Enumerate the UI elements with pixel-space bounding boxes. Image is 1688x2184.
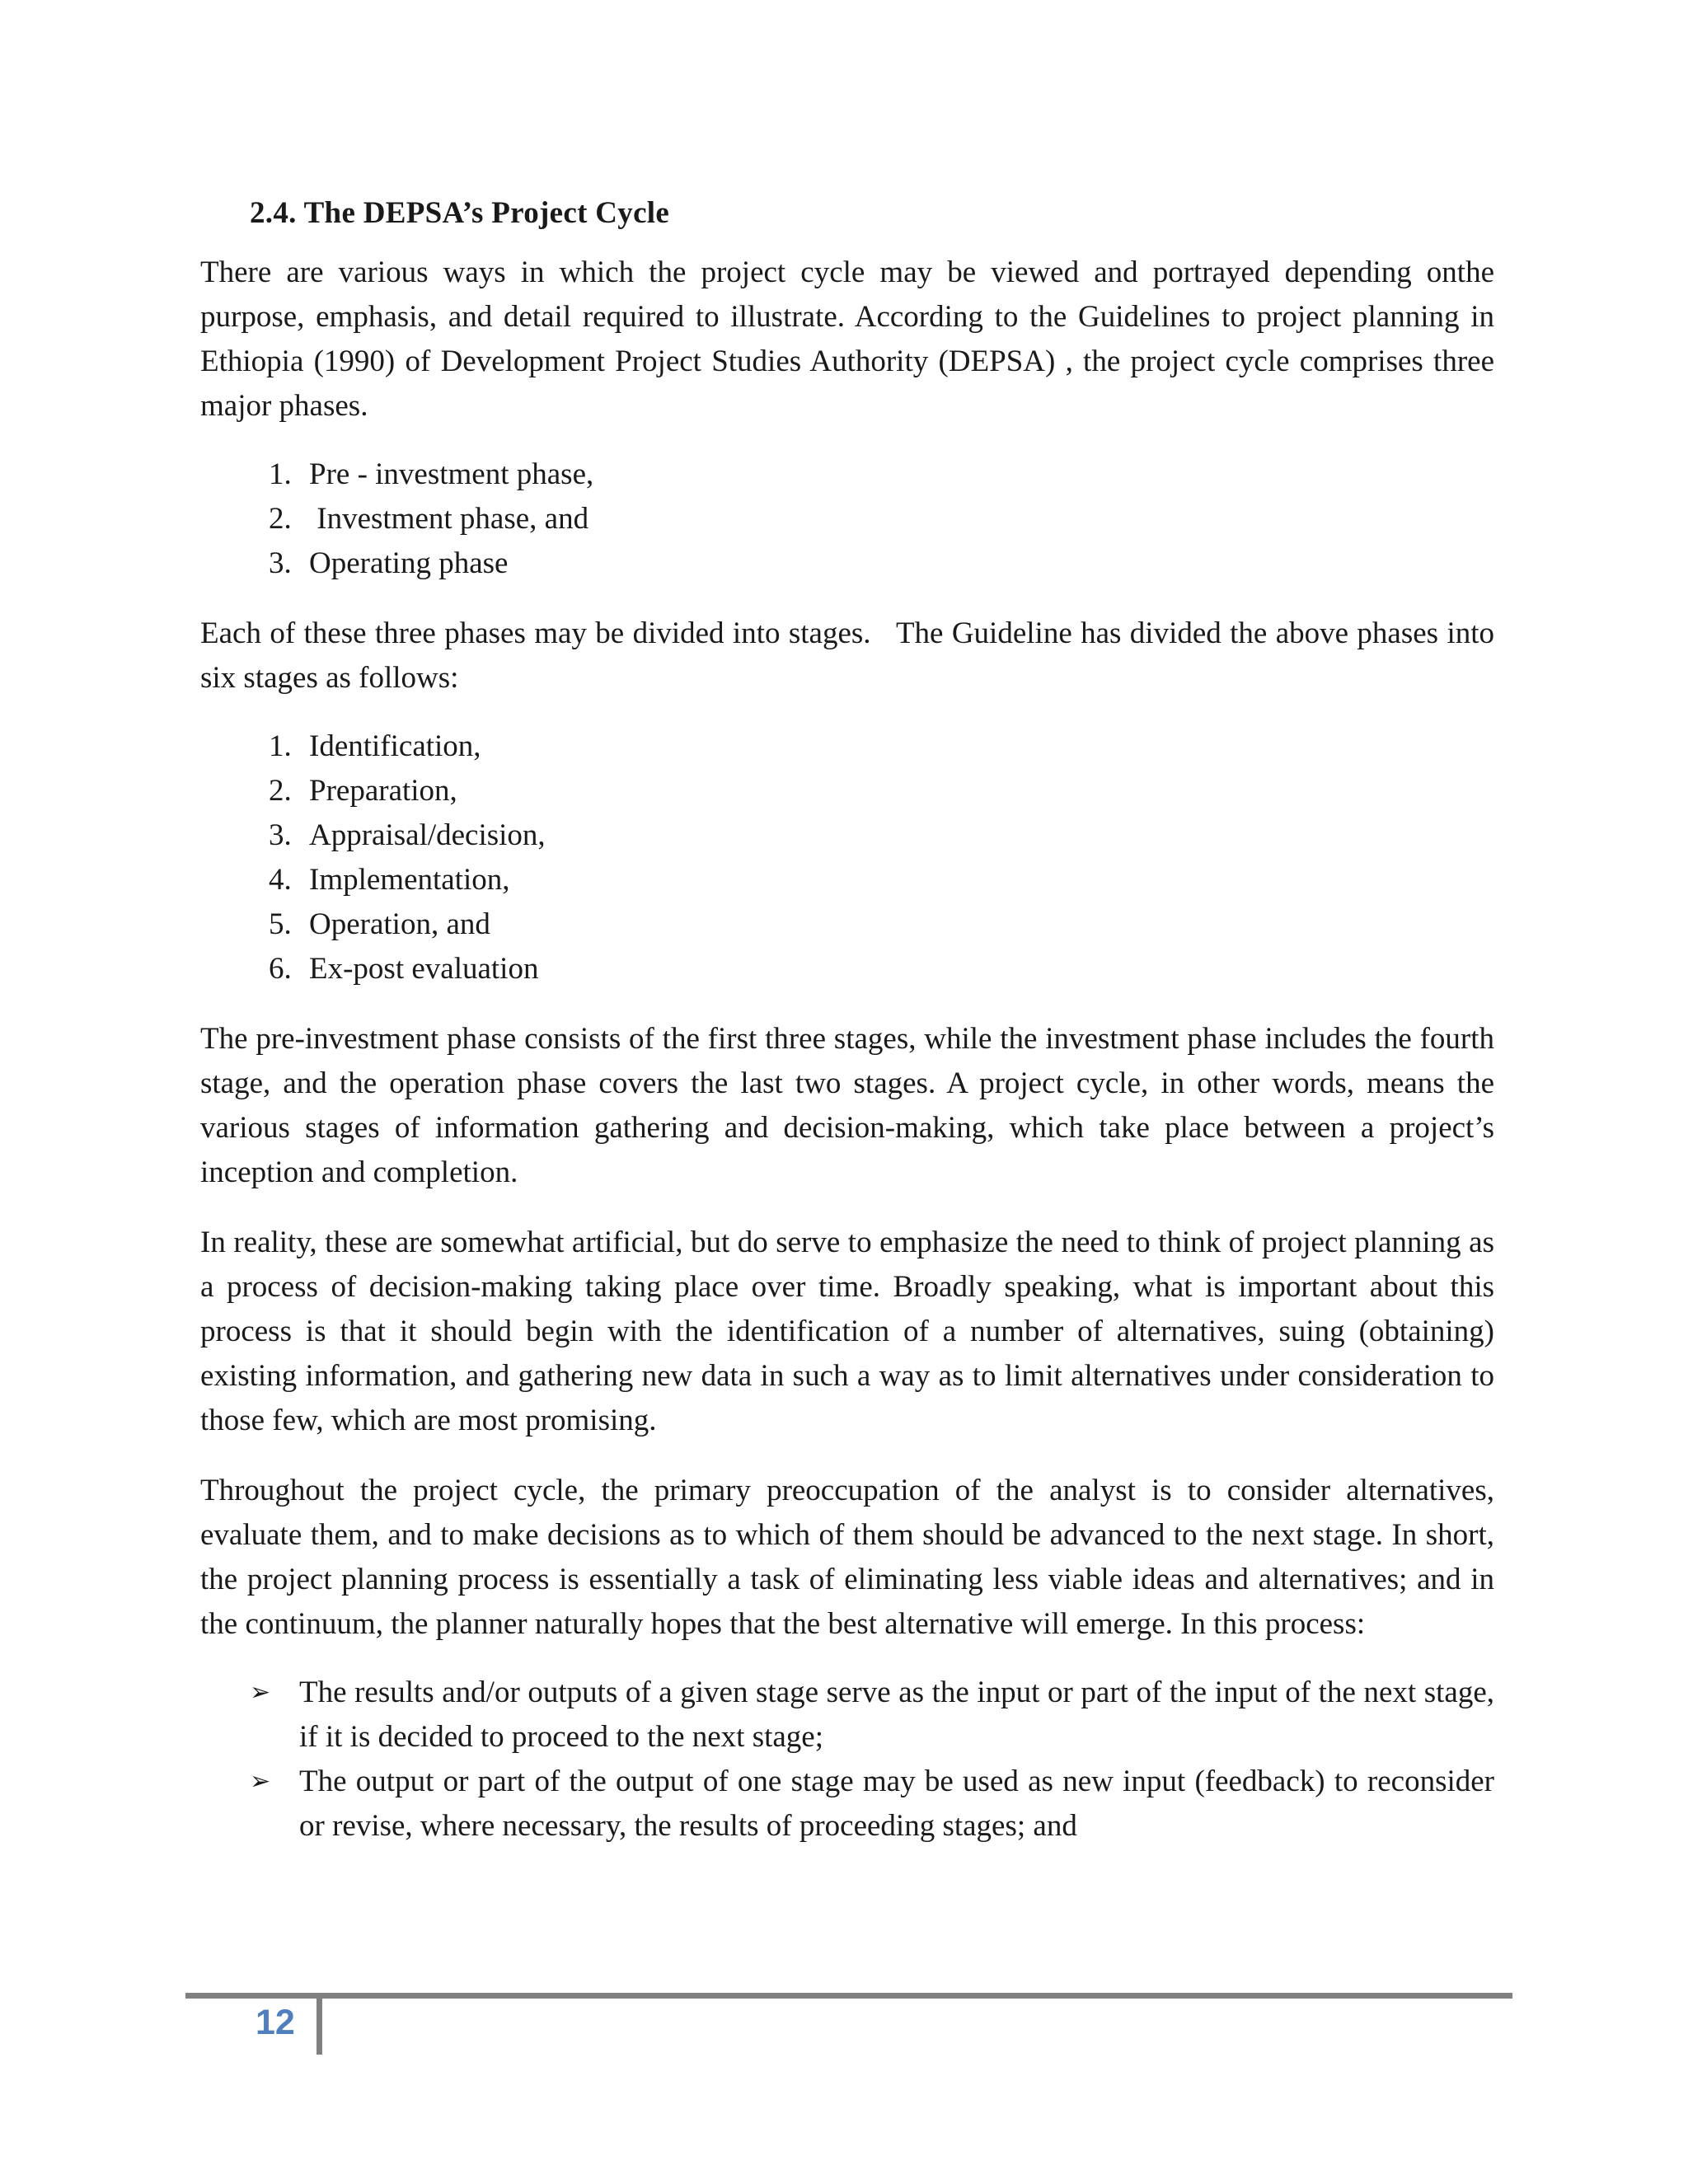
page-content: [200, 195, 1503, 1849]
stage-item: 1. Identification,: [299, 724, 1494, 769]
stage-item: 2. Preparation,: [299, 769, 1494, 813]
arrow-bullet-icon: ➢: [250, 1767, 271, 1796]
bullet-item: [200, 1671, 1494, 1760]
stage-item: 3. Appraisal/decision,: [299, 813, 1494, 858]
arrow-bullet-icon: ➢: [250, 1678, 271, 1707]
stage-item: 4. Implementation,: [299, 858, 1494, 902]
footer-divider: [316, 1999, 322, 2055]
stage-item: 5. Operation, and: [299, 902, 1494, 947]
bullet-text: The results and/or outputs of a given stage serve as the input or part of the input of the next stage, if it is decided to proceed to the next stage;: [299, 1675, 1494, 1754]
footer-rule: [185, 1993, 1512, 1999]
intro-paragraph: There are various ways in which the project cycle may be viewed and portrayed depending onthe purpose, emphasis, and detail required to illustrate. According to the Guidelines to project planning in Ethiopia (1990) of Development Project Studies Authority (DEPSA) , the project cycle comprises three major phases.: [200, 255, 1494, 423]
page-number: 12: [256, 2003, 295, 2042]
stage-item: 6. Ex-post evaluation: [299, 947, 1494, 991]
stages-intro-paragraph: Each of these three phases may be divided into stages. The Guideline has divided the above phases into six stages as follows:: [200, 616, 1503, 695]
bullet-text: The output or part of the output of one stage may be used as new input (feedback) to reconsider or revise, where necessary, the results of proceeding stages; and: [299, 1765, 1494, 1843]
process-bullet-list: [200, 1671, 1494, 1849]
phase-stages-paragraph: The pre-investment phase consists of the first three stages, while the investment phase includes the fourth stage, and the operation phase covers the last two stages. A project cycle, in other words, means the various stages of information gathering and decision-making, which take place between a project’s inception and completion.: [200, 1022, 1494, 1189]
phases-list: [200, 452, 1494, 586]
throughout-paragraph: Throughout the project cycle, the primary preoccupation of the analyst is to consider alternatives, evaluate them, and to make decisions as to which of them should be advanced to the next stage. In short, the project planning process is essentially a task of eliminating less viable ideas and alternatives; and in the continuum, the planner naturally hopes that the best alternative will emerge. In this process:: [200, 1474, 1494, 1641]
phase-item: 1. Pre - investment phase,: [299, 452, 1494, 497]
reality-paragraph: In reality, these are somewhat artificial, but do serve to emphasize the need to think of project planning as a process of decision-making taking place over time. Broadly speaking, what is important about this process is that it should begin with the identification of a number of alternatives, suing (obtaining) existing information, and gathering new data in such a way as to limit alternatives under consideration to those few, which are most promising.: [200, 1226, 1494, 1437]
section-heading: 2.4. The DEPSA’s Project Cycle: [250, 196, 670, 230]
stages-list: [200, 724, 1494, 991]
bullet-item: [200, 1760, 1494, 1849]
phase-item: 2. Investment phase, and: [299, 497, 1494, 541]
phase-item: 3. Operating phase: [299, 541, 1494, 586]
